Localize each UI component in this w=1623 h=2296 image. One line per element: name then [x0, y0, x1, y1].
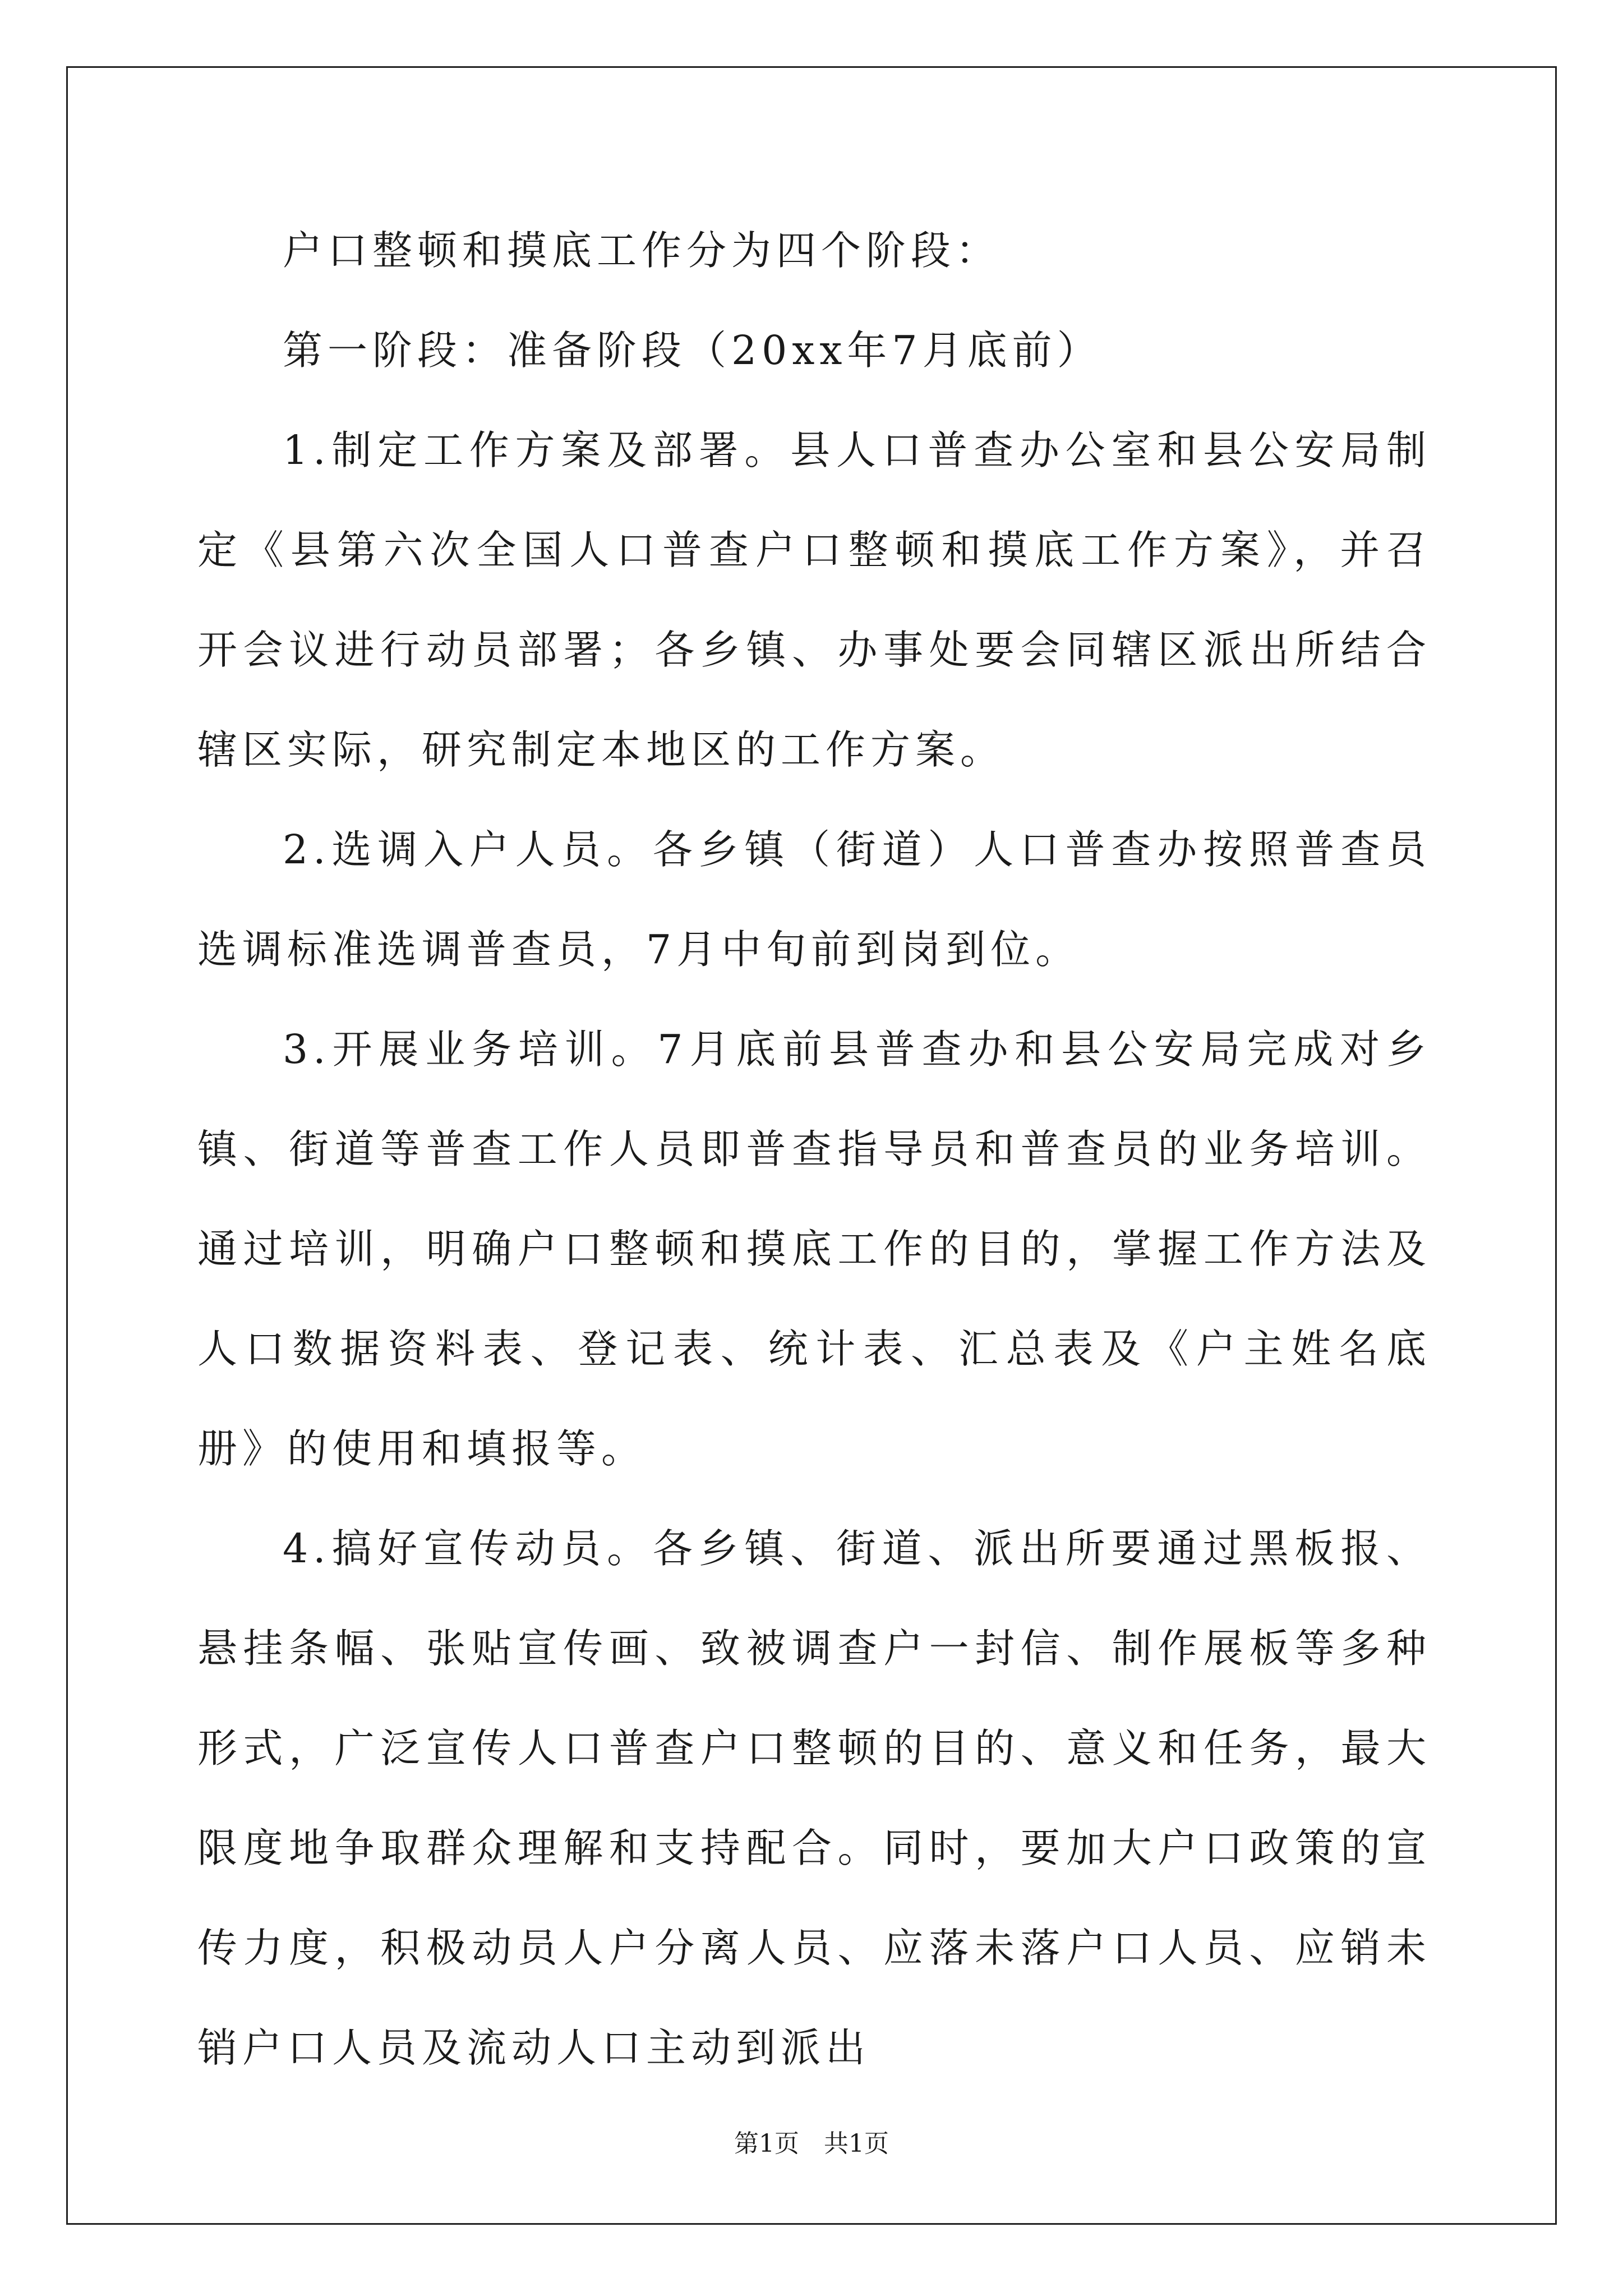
paragraph: 1.制定工作方案及部署。县人口普查办公室和县公安局制定《县第六次全国人口普查户口整顿和摸底工作方案》，并召开会议进行动员部署；各乡镇、办事处要会同辖区派出所结合辖区实际，研究制定本地区的工作方案。: [197, 427, 1431, 773]
page-number: 第1页: [734, 2129, 799, 2158]
paragraph: 2.选调入户人员。各乡镇（街道）人口普查办按照普查员选调标准选调普查员，7月中旬前到岗到位。: [197, 826, 1431, 973]
document-body: [197, 201, 1431, 2098]
page-footer: [0, 2123, 1623, 2159]
page-total: 共1页: [824, 2129, 889, 2158]
paragraph: 3.开展业务培训。7月底前县普查办和县公安局完成对乡镇、街道等普查工作人员即普查指导员和普查员的业务培训。通过培训，明确户口整顿和摸底工作的目的，掌握工作方法及人口数据资料表、登记表、统计表、汇总表及《户主姓名底册》的使用和填报等。: [197, 1026, 1431, 1472]
paragraph: 第一阶段：准备阶段（20xx年7月底前）: [283, 327, 1102, 374]
paragraph: 4.搞好宣传动员。各乡镇、街道、派出所要通过黑板报、悬挂条幅、张贴宣传画、致被调查户一封信、制作展板等多种形式，广泛宣传人口普查户口整顿的目的、意义和任务，最大限度地争取群众理解和支持配合。同时，要加大户口政策的宣传力度，积极动员人户分离人员、应落未落户口人员、应销未销户口人员及流动人口主动到派出: [197, 1525, 1431, 2071]
paragraph: 户口整顿和摸底工作分为四个阶段：: [283, 227, 1001, 274]
